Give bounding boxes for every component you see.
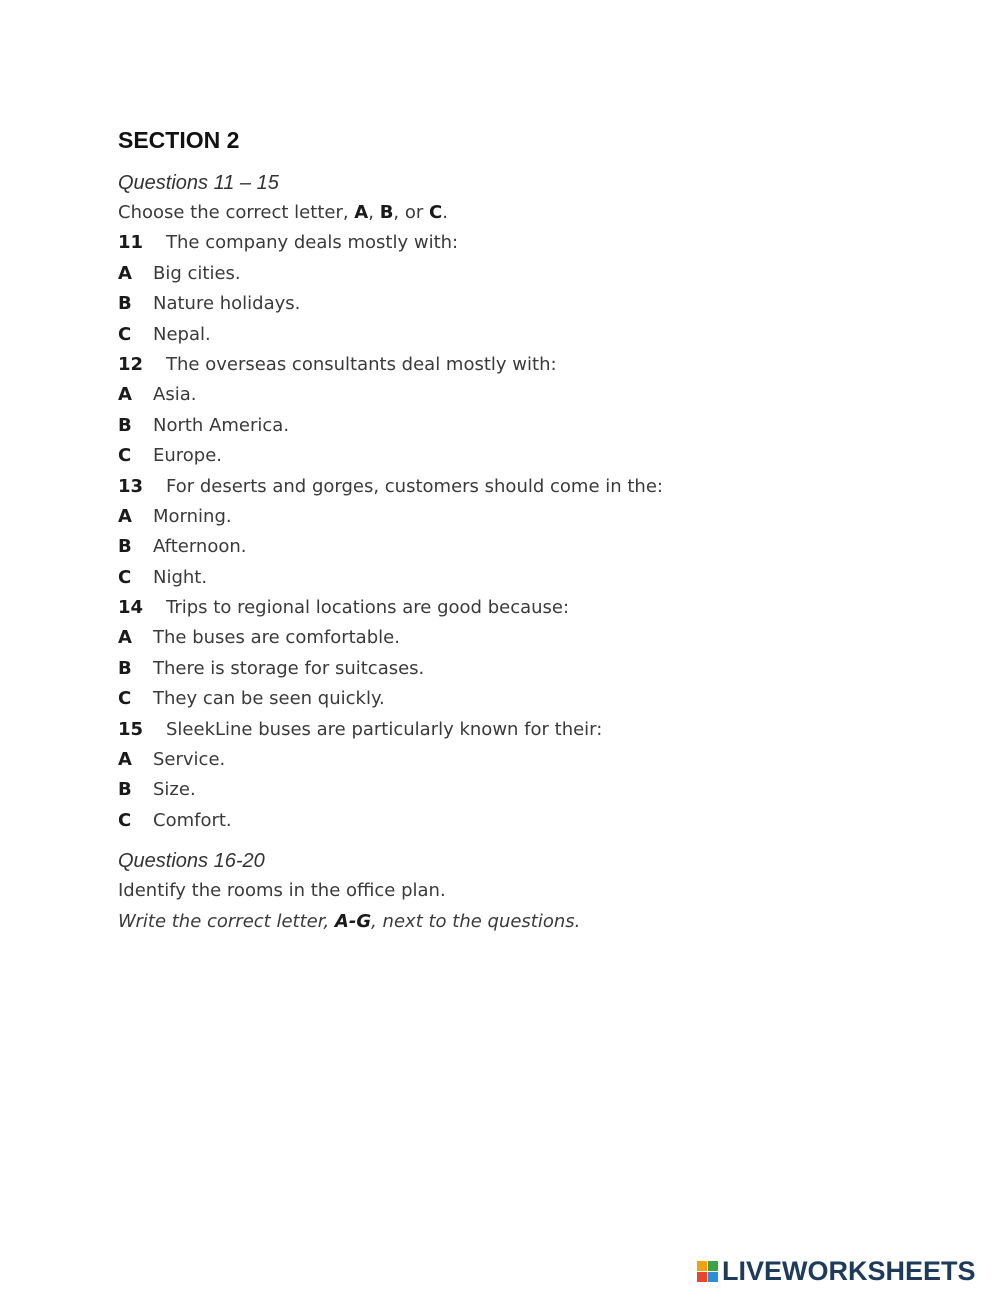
choose-instruction [118, 198, 878, 228]
option-text: Night. [153, 566, 208, 588]
option-letter: A [118, 384, 132, 406]
option-text: Service. [153, 749, 226, 771]
option-letter: C [118, 323, 132, 345]
option-text: Nature holidays. [153, 293, 301, 315]
option-text: Europe. [153, 445, 223, 467]
option-letter: B [118, 657, 132, 679]
instruction-letter-c: C [429, 202, 443, 223]
write-suffix: , next to the questions. [371, 910, 581, 932]
question-text: Trips to regional locations are good because: [166, 597, 570, 619]
option-letter: C [118, 809, 132, 831]
logo-block [697, 1272, 707, 1282]
option-13-b[interactable] [118, 532, 878, 562]
question-13 [118, 472, 878, 502]
instruction-letter-a: A [354, 202, 369, 223]
option-letter: A [118, 505, 132, 527]
question-number: 12 [118, 353, 144, 375]
option-letter: A [118, 627, 132, 649]
identify-instruction: Identify the rooms in the office plan. [118, 880, 446, 902]
question-number: 15 [118, 718, 144, 740]
logo-block [697, 1261, 707, 1271]
option-text: Morning. [153, 505, 232, 527]
option-13-c[interactable] [118, 563, 878, 593]
option-12-c[interactable] [118, 441, 878, 471]
logo-blocks-icon [697, 1261, 718, 1282]
questions-16-20-heading: Questions 16-20 [118, 850, 265, 873]
option-letter: B [118, 779, 132, 801]
question-text: The overseas consultants deal mostly with: [166, 353, 557, 375]
logo-text: LIVEWORKSHEETS [722, 1255, 976, 1286]
option-letter: B [118, 536, 132, 558]
question-text: For deserts and gorges, customers should come in the: [166, 475, 663, 497]
option-letter: B [118, 414, 132, 436]
instruction-sep2: , or [393, 202, 429, 223]
option-text: They can be seen quickly. [153, 688, 385, 710]
liveworksheets-logo [697, 1256, 976, 1286]
option-11-c[interactable] [118, 320, 878, 350]
write-instruction [118, 907, 878, 937]
option-text: There is storage for suitcases. [153, 657, 425, 679]
questions-11-15-heading: Questions 11 – 15 [118, 172, 279, 194]
question-11 [118, 228, 878, 258]
option-letter: B [118, 293, 132, 315]
option-text: Afternoon. [153, 536, 247, 558]
write-prefix: Write the correct letter, [118, 910, 335, 932]
option-letter: A [118, 749, 132, 771]
option-text: Size. [153, 779, 196, 801]
option-14-b[interactable] [118, 654, 878, 684]
option-11-b[interactable] [118, 289, 878, 319]
option-text: Asia. [153, 384, 197, 406]
option-14-a[interactable] [118, 623, 878, 653]
option-text: The buses are comfortable. [153, 627, 400, 649]
section-title: SECTION 2 [118, 127, 240, 153]
question-number: 13 [118, 475, 144, 497]
option-letter: C [118, 688, 132, 710]
question-number: 14 [118, 597, 144, 619]
option-letter: C [118, 445, 132, 467]
option-14-c[interactable] [118, 684, 878, 714]
option-11-a[interactable] [118, 259, 878, 289]
option-text: North America. [153, 414, 290, 436]
instruction-prefix: Choose the correct letter, [118, 202, 355, 223]
question-text: SleekLine buses are particularly known for their: [166, 718, 603, 740]
logo-block [708, 1272, 718, 1282]
logo-block [708, 1261, 718, 1271]
option-text: Big cities. [153, 262, 241, 284]
worksheet-page [118, 124, 878, 937]
question-14 [118, 593, 878, 623]
option-text: Comfort. [153, 809, 232, 831]
option-15-b[interactable] [118, 775, 878, 805]
option-text: Nepal. [153, 323, 211, 345]
option-12-a[interactable] [118, 380, 878, 410]
option-13-a[interactable] [118, 502, 878, 532]
option-letter: C [118, 566, 132, 588]
option-15-a[interactable] [118, 745, 878, 775]
write-range: A-G [334, 910, 372, 932]
option-letter: A [118, 262, 132, 284]
instruction-suffix: . [442, 202, 448, 223]
question-15 [118, 715, 878, 745]
question-number: 11 [118, 232, 144, 254]
instruction-sep1: , [368, 202, 380, 223]
instruction-letter-b: B [379, 202, 394, 223]
option-12-b[interactable] [118, 411, 878, 441]
question-12 [118, 350, 878, 380]
question-text: The company deals mostly with: [166, 232, 459, 254]
option-15-c[interactable] [118, 806, 878, 836]
